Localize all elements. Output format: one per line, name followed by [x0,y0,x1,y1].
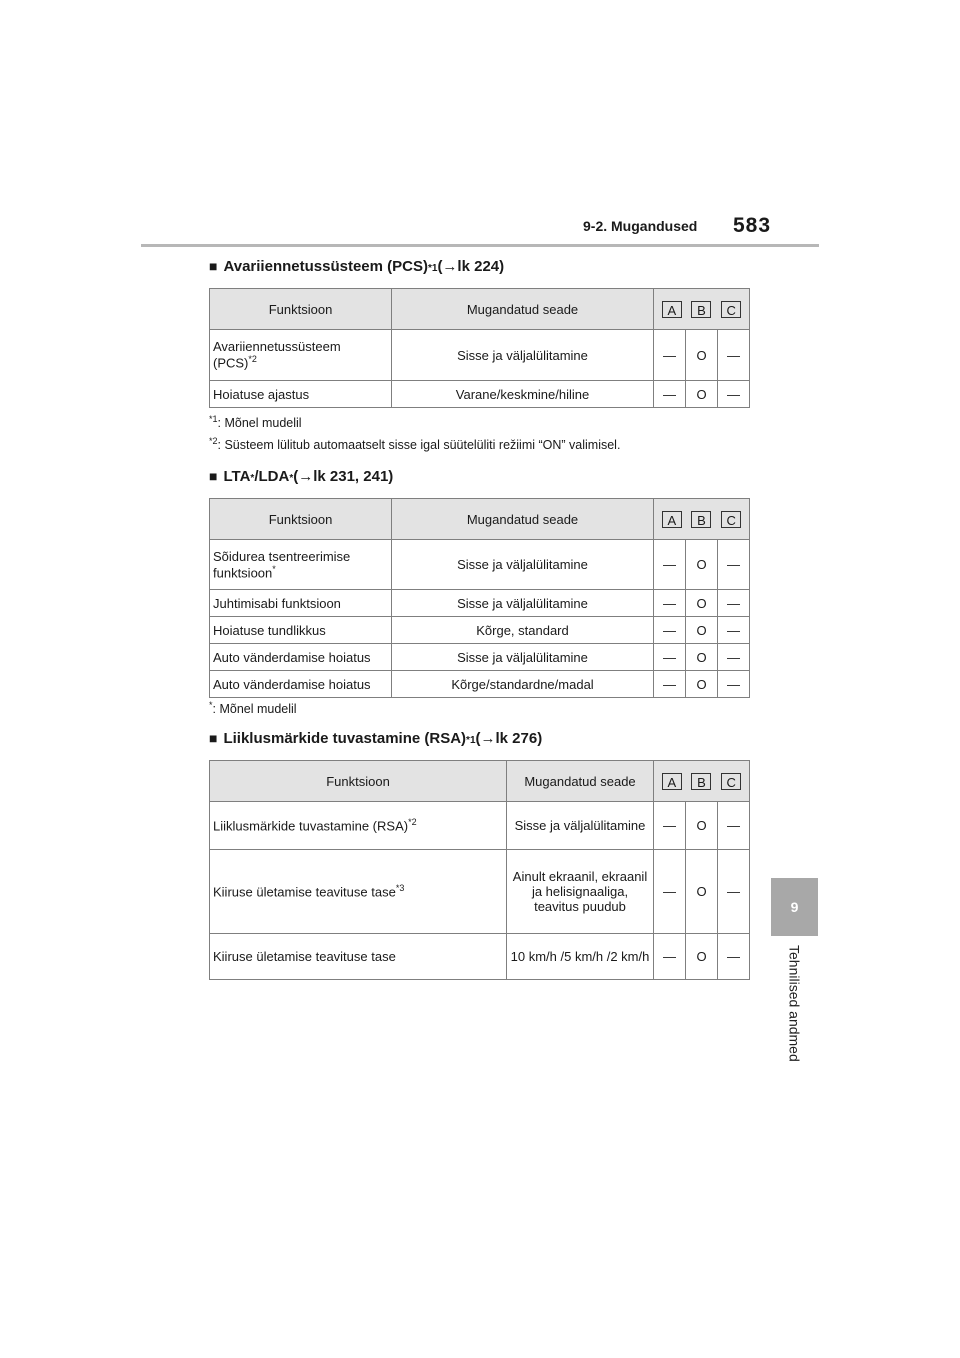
cell-setting: Sisse ja väljalülitamine [392,330,654,381]
bullet-square-icon: ■ [209,730,218,746]
cell-b: O [686,540,718,590]
table-row [210,590,750,617]
cell-a: — [654,850,686,934]
chapter-title: Tehnilised andmed [786,945,803,1062]
cell-c: — [718,850,750,934]
footnote-text: : Mõnel mudelil [212,702,297,717]
table-row [210,671,750,698]
cell-setting: Kõrge/standardne/madal [392,671,654,698]
cell-setting: Kõrge, standard [392,617,654,644]
table-row [210,540,750,590]
table-row [210,934,750,980]
cell-c: — [718,590,750,617]
footnote-mark: *2 [209,436,218,446]
heading-title-b: /LDA [254,468,290,485]
column-b-label: B [691,301,711,318]
cell-a: — [654,671,686,698]
cell-b: O [686,330,718,381]
settings-table-rsa [209,760,750,980]
heading-footnote-mark: * [250,473,255,484]
heading-title: Avariiennetussüsteem (PCS) [223,258,428,275]
footnote-mark: *2 [408,817,417,828]
footnote-mark: *1 [209,414,218,424]
header-function: Funktsioon [210,289,392,330]
footnote-mark: *3 [395,883,405,894]
cell-a: — [654,330,686,381]
footnote-mark: *2 [248,354,257,365]
column-b-label: B [691,511,711,528]
cell-c: — [718,330,750,381]
cell-b: O [686,671,718,698]
cell-b: O [686,802,718,850]
footnote [209,436,620,452]
settings-table-lta-lda [209,498,750,698]
cell-function: Juhtimisabi funktsioon [210,590,392,617]
function-text: Liiklusmärkide tuvastamine (RSA) [213,818,409,834]
page-reference-link[interactable]: (→lk 224) [437,258,505,275]
heading-footnote-mark: *1 [466,735,476,746]
cell-a: — [654,381,686,408]
footnote [209,414,302,430]
cell-b: O [686,850,718,934]
table-row [210,644,750,671]
table-header-row [210,289,750,330]
cell-function [210,802,507,850]
section-heading-pcs [209,258,504,275]
cell-function: Kiiruse ületamise teavituse tase [210,934,507,980]
cell-setting: Sisse ja väljalülitamine [392,590,654,617]
cell-a: — [654,644,686,671]
footnote-mark: * [209,700,213,710]
heading-footnote-mark: *1 [427,263,438,274]
bullet-square-icon: ■ [209,258,218,274]
table-header-row [210,499,750,540]
cell-function [210,850,507,934]
cell-c: — [718,540,750,590]
cell-setting: Sisse ja väljalülitamine [392,540,654,590]
column-b-label: B [691,773,711,790]
cell-b: O [686,644,718,671]
chapter-number: 9 [790,899,799,915]
bullet-square-icon: ■ [209,468,218,484]
header-custom-setting: Mugandatud seade [392,499,654,540]
footnote-text: : Süsteem lülitub automaatselt sisse igal süütelüliti režiimi “ON” valimisel. [217,438,621,453]
cell-setting: 10 km/h /5 km/h /2 km/h [507,934,654,980]
cell-setting: Ainult ekraanil, ekraanil ja helisignaaliga, teavitus puudub [507,850,654,934]
column-c-label: C [721,511,741,528]
cell-c: — [718,671,750,698]
cell-a: — [654,934,686,980]
cell-a: — [654,617,686,644]
page-reference-link[interactable]: (→lk 231, 241) [293,468,394,485]
cell-b: O [686,590,718,617]
settings-table-pcs [209,288,750,408]
cell-setting: Sisse ja väljalülitamine [507,802,654,850]
header-abc [654,761,750,802]
header-abc [654,289,750,330]
cell-function: Auto vänderdamise hoiatus [210,671,392,698]
chapter-tab[interactable] [771,878,818,936]
cell-b: O [686,934,718,980]
chapter-title-vertical [771,945,818,1080]
header-function: Funktsioon [210,499,392,540]
table-row [210,617,750,644]
heading-title-a: LTA [223,468,251,485]
table-row [210,850,750,934]
cell-function: Auto vänderdamise hoiatus [210,644,392,671]
section-heading-rsa [209,730,542,747]
cell-function [210,330,392,381]
function-text: Sõidurea tsentreerimise funktsioon [213,548,351,581]
cell-c: — [718,617,750,644]
table-header-row [210,761,750,802]
cell-c: — [718,934,750,980]
function-text: Kiiruse ületamise teavituse tase [213,884,396,900]
cell-function [210,540,392,590]
function-text: Avariiennetussüsteem (PCS) [213,339,341,371]
column-c-label: C [721,773,741,790]
footnote [209,700,297,716]
column-c-label: C [721,301,741,318]
cell-c: — [718,381,750,408]
column-a-label: A [662,301,682,318]
header-custom-setting: Mugandatud seade [392,289,654,330]
cell-c: — [718,644,750,671]
footnote-mark: * [272,563,276,574]
table-row [210,330,750,381]
heading-footnote-mark: * [289,473,294,484]
header-abc [654,499,750,540]
cell-a: — [654,590,686,617]
column-a-label: A [662,511,682,528]
cell-a: — [654,802,686,850]
cell-a: — [654,540,686,590]
cell-b: O [686,381,718,408]
page-reference-link[interactable]: (→lk 276) [475,730,543,747]
cell-setting: Varane/keskmine/hiline [392,381,654,408]
section-title: 9-2. Mugandused [583,218,698,234]
heading-title: Liiklusmärkide tuvastamine (RSA) [223,730,467,747]
table-row [210,381,750,408]
section-heading-lta-lda [209,468,393,485]
page-number: 583 [733,214,772,237]
footnote-text: : Mõnel mudelil [217,416,302,431]
cell-c: — [718,802,750,850]
cell-function: Hoiatuse ajastus [210,381,392,408]
cell-setting: Sisse ja väljalülitamine [392,644,654,671]
header-custom-setting: Mugandatud seade [507,761,654,802]
header-function: Funktsioon [210,761,507,802]
cell-b: O [686,617,718,644]
cell-function: Hoiatuse tundlikkus [210,617,392,644]
column-a-label: A [662,773,682,790]
table-row [210,802,750,850]
header-divider [141,244,819,247]
